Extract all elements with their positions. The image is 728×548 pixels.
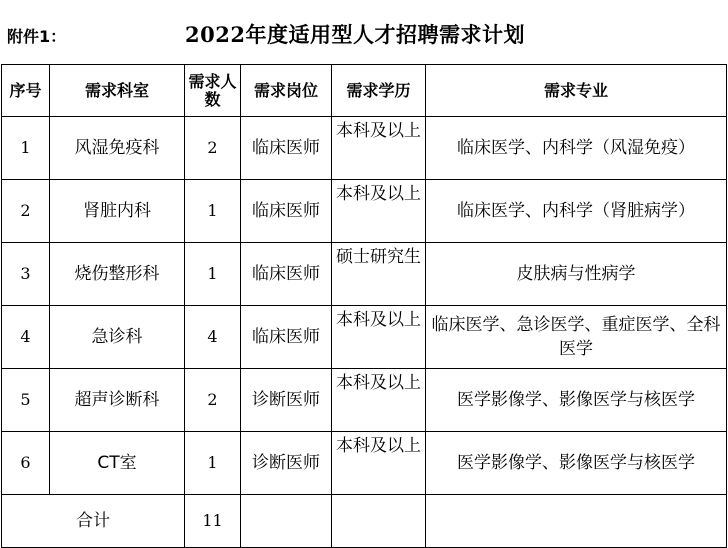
cell-dept: 超声诊断科	[50, 369, 185, 432]
table-row	[2, 306, 727, 369]
empty-cell	[332, 495, 426, 548]
cell-major: 临床医学、内科学（肾脏病学）	[426, 180, 727, 243]
cell-post: 临床医师	[241, 306, 332, 369]
cell-seq: 6	[2, 432, 50, 495]
cell-post: 临床医师	[241, 180, 332, 243]
total-label: 合计	[2, 495, 185, 548]
cell-post: 临床医师	[241, 243, 332, 306]
header-major: 需求专业	[426, 65, 727, 117]
cell-seq: 1	[2, 117, 50, 180]
header-count: 需求人数	[185, 65, 241, 117]
cell-edu: 本科及以上	[332, 432, 426, 495]
cell-dept: CT室	[50, 432, 185, 495]
header-seq: 序号	[2, 65, 50, 117]
cell-seq: 5	[2, 369, 50, 432]
header-row	[2, 65, 727, 117]
empty-cell	[241, 495, 332, 548]
cell-dept: 急诊科	[50, 306, 185, 369]
cell-post: 临床医师	[241, 117, 332, 180]
cell-count: 2	[185, 117, 241, 180]
cell-count: 1	[185, 432, 241, 495]
cell-edu: 本科及以上	[332, 369, 426, 432]
cell-major: 临床医学、急诊医学、重症医学、全科医学	[426, 306, 727, 369]
cell-post: 诊断医师	[241, 432, 332, 495]
table-row	[2, 432, 727, 495]
cell-major: 皮肤病与性病学	[426, 243, 727, 306]
cell-edu: 本科及以上	[332, 180, 426, 243]
cell-edu: 本科及以上	[332, 306, 426, 369]
cell-major: 临床医学、内科学（风湿免疫）	[426, 117, 727, 180]
total-row	[2, 495, 727, 548]
cell-count: 2	[185, 369, 241, 432]
cell-post: 诊断医师	[241, 369, 332, 432]
recruitment-table	[1, 64, 727, 548]
attachment-label: 附件1：	[7, 27, 67, 46]
cell-seq: 2	[2, 180, 50, 243]
cell-count: 1	[185, 180, 241, 243]
document-title: 2022年度适用型人才招聘需求计划	[185, 22, 525, 47]
cell-dept: 烧伤整形科	[50, 243, 185, 306]
cell-major: 医学影像学、影像医学与核医学	[426, 369, 727, 432]
cell-seq: 3	[2, 243, 50, 306]
cell-count: 1	[185, 243, 241, 306]
cell-dept: 肾脏内科	[50, 180, 185, 243]
cell-dept: 风湿免疫科	[50, 117, 185, 180]
cell-edu: 本科及以上	[332, 117, 426, 180]
cell-seq: 4	[2, 306, 50, 369]
cell-count: 4	[185, 306, 241, 369]
cell-edu: 硕士研究生	[332, 243, 426, 306]
header-dept: 需求科室	[50, 65, 185, 117]
table-row	[2, 180, 727, 243]
table-row	[2, 243, 727, 306]
table-row	[2, 117, 727, 180]
empty-cell	[426, 495, 727, 548]
cell-major: 医学影像学、影像医学与核医学	[426, 432, 727, 495]
header-post: 需求岗位	[241, 65, 332, 117]
header-edu: 需求学历	[332, 65, 426, 117]
table-row	[2, 369, 727, 432]
total-count: 11	[185, 495, 241, 548]
